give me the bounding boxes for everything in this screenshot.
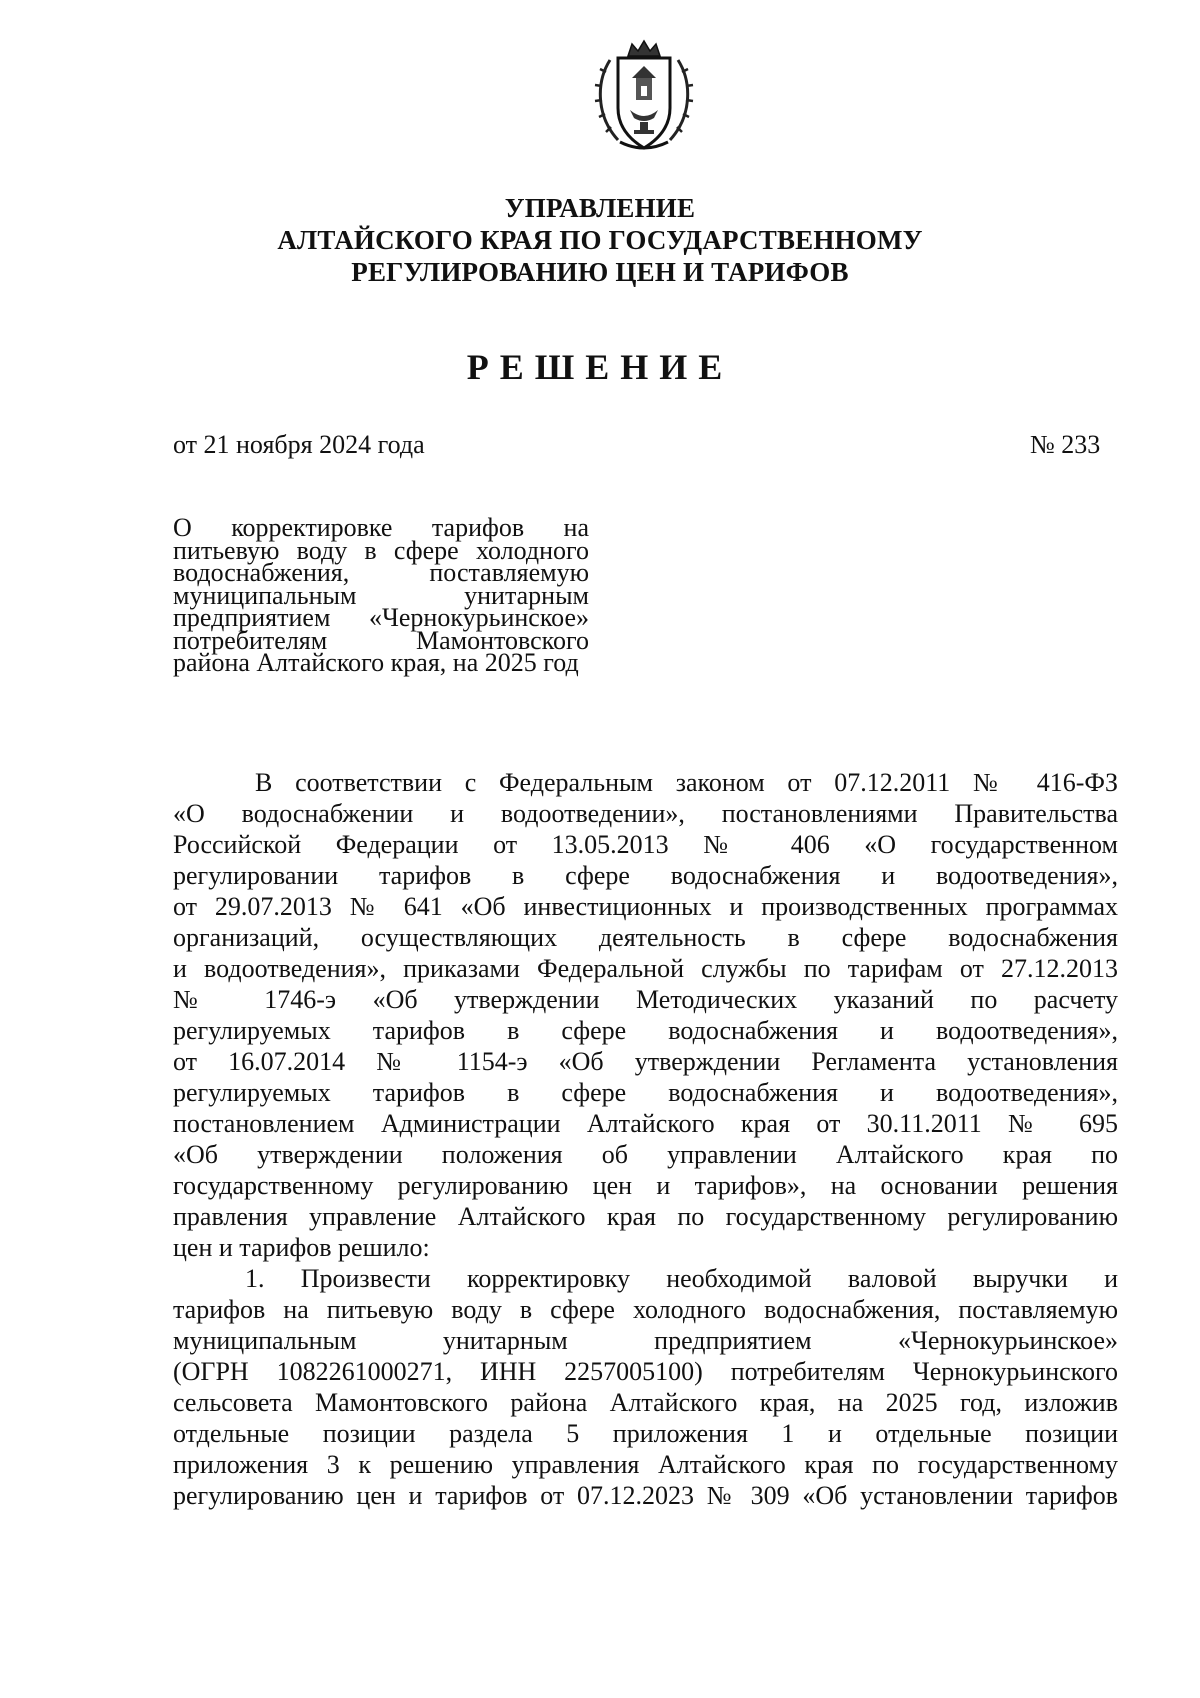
body-line: «Об утверждении положения об управлении Алтайского края по bbox=[173, 1140, 1118, 1169]
item-line: муниципальным унитарным предприятием «Чернокурьинское» bbox=[173, 1326, 1118, 1355]
org-name-line-2: АЛТАЙСКОГО КРАЯ ПО ГОСУДАРСТВЕННОМУ bbox=[277, 225, 923, 255]
org-name-line-1: УПРАВЛЕНИЕ bbox=[504, 193, 696, 223]
item-line: сельсовета Мамонтовского района Алтайского края, на 2025 год, изложив bbox=[173, 1388, 1118, 1417]
org-name-line-3: РЕГУЛИРОВАНИЮ ЦЕН И ТАРИФОВ bbox=[351, 257, 849, 287]
coat-of-arms-emblem bbox=[592, 38, 696, 156]
body-line: «О водоснабжении и водоотведении», постановлениями Правительства bbox=[173, 799, 1118, 828]
body-line: Российской Федерации от 13.05.2013 № 406 «О государственном bbox=[173, 830, 1118, 859]
item-line: 1. Произвести корректировку необходимой валовой выручки и bbox=[245, 1264, 1118, 1293]
document-number: № 233 bbox=[1030, 430, 1101, 459]
item-line: отдельные позиции раздела 5 приложения 1 и отдельные позиции bbox=[173, 1419, 1118, 1448]
body-line: В соответствии с Федеральным законом от 07.12.2011 № 416-ФЗ bbox=[255, 768, 1118, 797]
item-line: приложения 3 к решению управления Алтайского края по государственному bbox=[173, 1450, 1118, 1479]
body-line: регулируемых тарифов в сфере водоснабжения и водоотведения», bbox=[173, 1016, 1118, 1045]
body-line: цен и тарифов решило: bbox=[173, 1233, 430, 1262]
document-subject: О корректировке тарифов на питьевую воду в сфере холодного водоснабжения, поставляемую муниципальным унитарным предприятием «Чернокурьинское» потребителям Мамонтовского района Алтайского края, на 2025 год bbox=[173, 513, 589, 677]
document-title: РЕШЕНИЕ bbox=[466, 347, 734, 387]
body-line: правления управление Алтайского края по государственному регулированию bbox=[173, 1202, 1118, 1231]
body-line: от 16.07.2014 № 1154-э «Об утверждении Регламента установления bbox=[173, 1047, 1118, 1076]
item-line: (ОГРН 1082261000271, ИНН 2257005100) потребителям Чернокурьинского bbox=[173, 1357, 1118, 1386]
body-line: государственному регулированию цен и тарифов», на основании решения bbox=[173, 1171, 1118, 1200]
body-line: организаций, осуществляющих деятельность в сфере водоснабжения bbox=[173, 923, 1118, 952]
body-line: № 1746-э «Об утверждении Методических указаний по расчету bbox=[173, 985, 1118, 1014]
body-line: постановлением Администрации Алтайского края от 30.11.2011 № 695 bbox=[173, 1109, 1118, 1138]
body-line: и водоотведения», приказами Федеральной службы по тарифам от 27.12.2013 bbox=[173, 954, 1118, 983]
item-line: тарифов на питьевую воду в сфере холодного водоснабжения, поставляемую bbox=[173, 1295, 1118, 1324]
body-line: регулируемых тарифов в сфере водоснабжения и водоотведения», bbox=[173, 1078, 1118, 1107]
item-line: регулированию цен и тарифов от 07.12.2023 № 309 «Об установлении тарифов bbox=[173, 1481, 1118, 1510]
document-date: от 21 ноября 2024 года bbox=[173, 430, 425, 459]
body-line: регулировании тарифов в сфере водоснабжения и водоотведения», bbox=[173, 861, 1118, 890]
body-line: от 29.07.2013 № 641 «Об инвестиционных и производственных программах bbox=[173, 892, 1118, 921]
